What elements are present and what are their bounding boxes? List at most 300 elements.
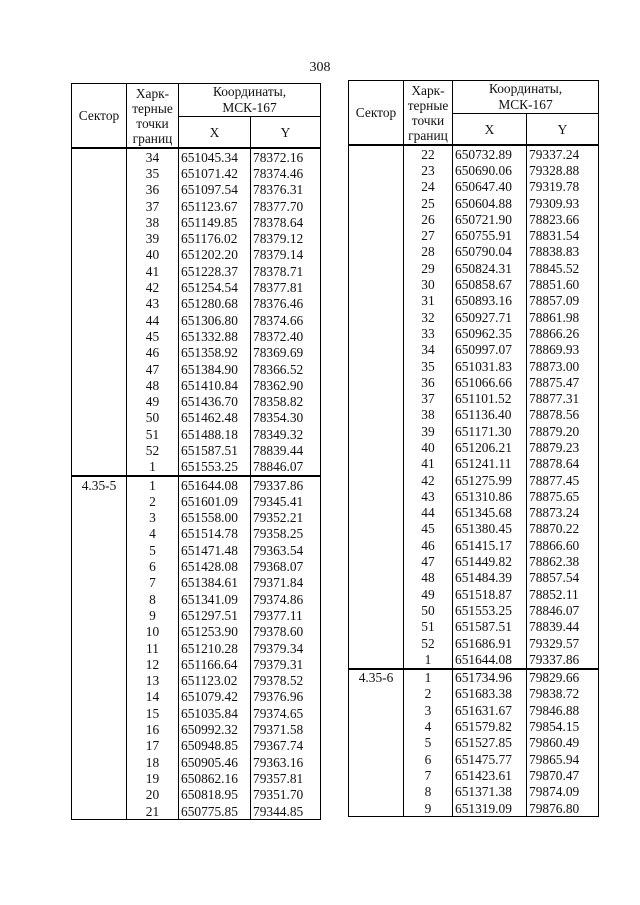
sector-cell	[72, 361, 127, 377]
table-row	[349, 669, 599, 686]
header-points-line4: границ	[132, 130, 173, 146]
point-number-cell: 34	[404, 342, 453, 358]
y-coordinate-cell: 79838.72	[527, 686, 599, 702]
x-coordinate-cell: 650647.40	[453, 179, 527, 195]
sector-cell	[72, 510, 127, 526]
point-number-cell: 19	[127, 770, 179, 786]
sector-cell	[72, 640, 127, 656]
point-number-cell: 17	[127, 738, 179, 754]
point-number-cell: 14	[127, 689, 179, 705]
table-row	[72, 459, 321, 476]
x-coordinate-cell: 651587.51	[453, 619, 527, 635]
table-row	[72, 526, 321, 542]
point-number-cell: 48	[404, 570, 453, 586]
x-coordinate-cell: 651644.08	[453, 651, 527, 668]
y-coordinate-cell: 79344.85	[251, 803, 321, 820]
x-coordinate-cell: 650721.90	[453, 211, 527, 227]
x-coordinate-cell: 651275.99	[453, 472, 527, 488]
sector-cell	[349, 407, 404, 423]
table-row	[349, 784, 599, 800]
y-coordinate-cell: 78845.52	[527, 260, 599, 276]
point-number-cell: 24	[404, 179, 453, 195]
header-sector: Сектор	[72, 84, 127, 149]
table-row	[72, 787, 321, 803]
x-coordinate-cell: 651601.09	[179, 493, 251, 509]
y-coordinate-cell: 79358.25	[251, 526, 321, 542]
point-number-cell: 30	[404, 276, 453, 292]
x-coordinate-cell: 650927.71	[453, 309, 527, 325]
sector-cell	[72, 377, 127, 393]
sector-cell	[349, 570, 404, 586]
y-coordinate-cell: 79874.09	[527, 784, 599, 800]
point-number-cell: 36	[127, 182, 179, 198]
x-coordinate-cell: 651254.54	[179, 279, 251, 295]
table-row	[72, 558, 321, 574]
x-coordinate-cell: 651484.39	[453, 570, 527, 586]
table-row	[349, 472, 599, 488]
table-row	[72, 624, 321, 640]
sector-cell	[349, 635, 404, 651]
x-coordinate-cell: 651644.08	[179, 476, 251, 493]
x-coordinate-cell: 651210.28	[179, 640, 251, 656]
header-x: X	[179, 117, 251, 149]
x-coordinate-cell: 651514.78	[179, 526, 251, 542]
table-row	[349, 407, 599, 423]
x-coordinate-cell: 650893.16	[453, 293, 527, 309]
table-row	[72, 214, 321, 230]
table-row	[349, 211, 599, 227]
sector-cell	[72, 624, 127, 640]
table-row	[349, 456, 599, 472]
sector-cell	[349, 211, 404, 227]
table-row	[72, 426, 321, 442]
sector-cell	[349, 735, 404, 751]
table-row	[72, 493, 321, 509]
table-row	[72, 263, 321, 279]
x-coordinate-cell: 651228.37	[179, 263, 251, 279]
point-number-cell: 49	[404, 586, 453, 602]
table-row	[349, 521, 599, 537]
table-row	[349, 651, 599, 668]
table-row	[72, 165, 321, 181]
sector-cell	[72, 410, 127, 426]
point-number-cell: 51	[127, 426, 179, 442]
sector-cell	[72, 754, 127, 770]
y-coordinate-cell: 78372.16	[251, 148, 321, 165]
table-row	[72, 640, 321, 656]
point-number-cell: 28	[404, 244, 453, 260]
y-coordinate-cell: 78878.64	[527, 456, 599, 472]
table-row	[72, 312, 321, 328]
sector-cell	[72, 656, 127, 672]
point-number-cell: 35	[127, 165, 179, 181]
y-coordinate-cell: 79378.52	[251, 673, 321, 689]
x-coordinate-cell: 651071.42	[179, 165, 251, 181]
point-number-cell: 35	[404, 358, 453, 374]
table-row	[349, 309, 599, 325]
point-number-cell: 23	[404, 162, 453, 178]
y-coordinate-cell: 78369.69	[251, 345, 321, 361]
table-row	[349, 553, 599, 569]
x-coordinate-cell: 651319.09	[453, 800, 527, 817]
y-coordinate-cell: 78377.70	[251, 198, 321, 214]
table-row	[349, 195, 599, 211]
table-row	[349, 390, 599, 406]
y-coordinate-cell: 78869.93	[527, 342, 599, 358]
page-number: 308	[309, 60, 331, 75]
point-number-cell: 47	[404, 553, 453, 569]
y-coordinate-cell: 79363.54	[251, 542, 321, 558]
point-number-cell: 9	[404, 800, 453, 817]
sector-cell	[349, 195, 404, 211]
header-boundary-points	[127, 84, 179, 149]
x-coordinate-cell: 651631.67	[453, 702, 527, 718]
point-number-cell: 27	[404, 227, 453, 243]
point-number-cell: 50	[127, 410, 179, 426]
x-coordinate-cell: 651462.48	[179, 410, 251, 426]
y-coordinate-cell: 78857.54	[527, 570, 599, 586]
table-row	[349, 586, 599, 602]
header-points-line2: терные	[407, 97, 449, 113]
sector-cell	[72, 165, 127, 181]
table-row	[349, 686, 599, 702]
point-number-cell: 6	[404, 751, 453, 767]
sector-cell	[72, 230, 127, 246]
header-y: Y	[251, 117, 321, 149]
point-number-cell: 39	[127, 230, 179, 246]
x-coordinate-cell: 651553.25	[453, 602, 527, 618]
x-coordinate-cell: 650755.91	[453, 227, 527, 243]
table-row	[349, 358, 599, 374]
header-coords-line1: Координаты,	[212, 84, 287, 99]
sector-cell	[72, 442, 127, 458]
x-coordinate-cell: 651097.54	[179, 182, 251, 198]
point-number-cell: 16	[127, 721, 179, 737]
header-coordinates	[179, 84, 321, 117]
sector-cell	[72, 526, 127, 542]
sector-cell	[72, 296, 127, 312]
x-coordinate-cell: 651410.84	[179, 377, 251, 393]
point-number-cell: 6	[127, 558, 179, 574]
table-row	[72, 393, 321, 409]
sector-cell	[349, 784, 404, 800]
sector-cell	[72, 721, 127, 737]
table-row	[72, 738, 321, 754]
x-coordinate-cell: 651123.02	[179, 673, 251, 689]
y-coordinate-cell: 79337.24	[527, 145, 599, 162]
point-number-cell: 26	[404, 211, 453, 227]
table-row	[349, 718, 599, 734]
table-row	[349, 145, 599, 162]
point-number-cell: 7	[127, 575, 179, 591]
point-number-cell: 8	[127, 591, 179, 607]
sector-cell	[349, 521, 404, 537]
table-row	[349, 735, 599, 751]
sector-cell	[72, 345, 127, 361]
sector-cell	[349, 537, 404, 553]
point-number-cell: 21	[127, 803, 179, 820]
y-coordinate-cell: 79328.88	[527, 162, 599, 178]
sector-cell	[349, 162, 404, 178]
x-coordinate-cell: 651306.80	[179, 312, 251, 328]
sector-cell: 4.35-6	[349, 669, 404, 686]
table-row	[349, 342, 599, 358]
point-number-cell: 37	[404, 390, 453, 406]
x-coordinate-cell: 651045.34	[179, 148, 251, 165]
x-coordinate-cell: 651171.30	[453, 423, 527, 439]
point-number-cell: 41	[404, 456, 453, 472]
table-row	[72, 673, 321, 689]
y-coordinate-cell: 78851.60	[527, 276, 599, 292]
point-number-cell: 29	[404, 260, 453, 276]
x-coordinate-cell: 650997.07	[453, 342, 527, 358]
sector-cell: 4.35-5	[72, 476, 127, 493]
point-number-cell: 1	[127, 459, 179, 476]
x-coordinate-cell: 651380.45	[453, 521, 527, 537]
point-number-cell: 1	[404, 669, 453, 686]
x-coordinate-cell: 650790.04	[453, 244, 527, 260]
x-coordinate-cell: 651206.21	[453, 439, 527, 455]
header-points-line1: Харк-	[135, 85, 170, 101]
y-coordinate-cell: 79337.86	[527, 651, 599, 668]
sector-cell	[349, 293, 404, 309]
x-coordinate-cell: 650858.67	[453, 276, 527, 292]
x-coordinate-cell: 651488.18	[179, 426, 251, 442]
sector-cell	[72, 787, 127, 803]
sector-cell	[349, 260, 404, 276]
y-coordinate-cell: 78379.12	[251, 230, 321, 246]
x-coordinate-cell: 651371.38	[453, 784, 527, 800]
y-coordinate-cell: 78349.32	[251, 426, 321, 442]
point-number-cell: 18	[127, 754, 179, 770]
y-coordinate-cell: 79377.11	[251, 607, 321, 623]
table-row	[72, 296, 321, 312]
x-coordinate-cell: 651384.61	[179, 575, 251, 591]
point-number-cell: 4	[127, 526, 179, 542]
y-coordinate-cell: 78379.14	[251, 247, 321, 263]
sector-cell	[349, 702, 404, 718]
table-row	[72, 510, 321, 526]
x-coordinate-cell: 651683.38	[453, 686, 527, 702]
point-number-cell: 12	[127, 656, 179, 672]
sector-cell	[349, 244, 404, 260]
point-number-cell: 5	[127, 542, 179, 558]
x-coordinate-cell: 651123.67	[179, 198, 251, 214]
y-coordinate-cell: 79870.47	[527, 767, 599, 783]
table-row	[349, 293, 599, 309]
header-coords-line2: МСК-167	[498, 97, 553, 112]
x-coordinate-cell: 650824.31	[453, 260, 527, 276]
y-coordinate-cell: 78366.52	[251, 361, 321, 377]
x-coordinate-cell: 651423.61	[453, 767, 527, 783]
table-row	[349, 325, 599, 341]
sector-cell	[349, 751, 404, 767]
header-sector: Сектор	[349, 81, 404, 146]
sector-cell	[72, 263, 127, 279]
header-x: X	[453, 114, 527, 146]
table-row	[72, 689, 321, 705]
sector-cell	[72, 770, 127, 786]
table-body-left	[72, 148, 321, 820]
table-row	[72, 575, 321, 591]
sector-cell	[349, 145, 404, 162]
x-coordinate-cell: 651471.48	[179, 542, 251, 558]
x-coordinate-cell: 651066.66	[453, 374, 527, 390]
table-row	[72, 182, 321, 198]
x-coordinate-cell: 651345.68	[453, 505, 527, 521]
table-row	[72, 198, 321, 214]
table-row	[349, 162, 599, 178]
header-y: Y	[527, 114, 599, 146]
sector-cell	[349, 800, 404, 817]
y-coordinate-cell: 78378.71	[251, 263, 321, 279]
y-coordinate-cell: 78878.56	[527, 407, 599, 423]
table-row	[349, 619, 599, 635]
y-coordinate-cell: 78862.38	[527, 553, 599, 569]
point-number-cell: 44	[404, 505, 453, 521]
x-coordinate-cell: 651101.52	[453, 390, 527, 406]
y-coordinate-cell: 78376.31	[251, 182, 321, 198]
y-coordinate-cell: 78354.30	[251, 410, 321, 426]
y-coordinate-cell: 79357.81	[251, 770, 321, 786]
sector-cell	[349, 553, 404, 569]
table-row	[349, 537, 599, 553]
y-coordinate-cell: 78362.90	[251, 377, 321, 393]
y-coordinate-cell: 78831.54	[527, 227, 599, 243]
sector-cell	[72, 493, 127, 509]
y-coordinate-cell: 78877.45	[527, 472, 599, 488]
sector-cell	[349, 227, 404, 243]
y-coordinate-cell: 78875.47	[527, 374, 599, 390]
y-coordinate-cell: 79374.86	[251, 591, 321, 607]
point-number-cell: 22	[404, 145, 453, 162]
y-coordinate-cell: 79374.65	[251, 705, 321, 721]
x-coordinate-cell: 650818.95	[179, 787, 251, 803]
sector-cell	[72, 575, 127, 591]
x-coordinate-cell: 650992.32	[179, 721, 251, 737]
table-row	[72, 770, 321, 786]
x-coordinate-cell: 650962.35	[453, 325, 527, 341]
y-coordinate-cell: 78839.44	[527, 619, 599, 635]
sector-cell	[72, 673, 127, 689]
y-coordinate-cell: 78372.40	[251, 328, 321, 344]
y-coordinate-cell: 79876.80	[527, 800, 599, 817]
header-boundary-points	[404, 81, 453, 146]
x-coordinate-cell: 650604.88	[453, 195, 527, 211]
header-points-line1: Харк-	[411, 82, 445, 98]
table-row	[72, 377, 321, 393]
x-coordinate-cell: 651384.90	[179, 361, 251, 377]
table-header	[349, 81, 599, 146]
sector-cell	[72, 328, 127, 344]
y-coordinate-cell: 78866.60	[527, 537, 599, 553]
x-coordinate-cell: 651415.17	[453, 537, 527, 553]
coordinates-table-left	[71, 83, 321, 820]
header-coords-line1: Координаты,	[488, 81, 563, 96]
y-coordinate-cell: 78376.46	[251, 296, 321, 312]
sector-cell	[72, 689, 127, 705]
point-number-cell: 13	[127, 673, 179, 689]
point-number-cell: 42	[404, 472, 453, 488]
y-coordinate-cell: 78873.00	[527, 358, 599, 374]
x-coordinate-cell: 650775.85	[179, 803, 251, 820]
y-coordinate-cell: 78839.44	[251, 442, 321, 458]
sector-cell	[349, 309, 404, 325]
y-coordinate-cell: 79854.15	[527, 718, 599, 734]
y-coordinate-cell: 79319.78	[527, 179, 599, 195]
table-row	[72, 542, 321, 558]
sector-cell	[349, 342, 404, 358]
table-row	[349, 767, 599, 783]
point-number-cell: 43	[404, 488, 453, 504]
y-coordinate-cell: 79337.86	[251, 476, 321, 493]
x-coordinate-cell: 651358.92	[179, 345, 251, 361]
sector-cell	[72, 542, 127, 558]
point-number-cell: 45	[127, 328, 179, 344]
sector-cell	[349, 602, 404, 618]
point-number-cell: 50	[404, 602, 453, 618]
y-coordinate-cell: 78374.46	[251, 165, 321, 181]
header-points-line3: точки	[136, 115, 169, 131]
table-row	[72, 328, 321, 344]
point-number-cell: 2	[404, 686, 453, 702]
x-coordinate-cell: 651035.84	[179, 705, 251, 721]
point-number-cell: 15	[127, 705, 179, 721]
point-number-cell: 1	[127, 476, 179, 493]
table-body-right	[349, 145, 599, 817]
point-number-cell: 31	[404, 293, 453, 309]
x-coordinate-cell: 651149.85	[179, 214, 251, 230]
point-number-cell: 1	[404, 651, 453, 668]
sector-cell	[349, 179, 404, 195]
y-coordinate-cell: 79376.96	[251, 689, 321, 705]
sector-cell	[349, 358, 404, 374]
sector-cell	[349, 390, 404, 406]
table-row	[349, 602, 599, 618]
sector-cell	[349, 439, 404, 455]
y-coordinate-cell: 79371.84	[251, 575, 321, 591]
y-coordinate-cell: 79371.58	[251, 721, 321, 737]
point-number-cell: 43	[127, 296, 179, 312]
table-row	[72, 476, 321, 493]
x-coordinate-cell: 651558.00	[179, 510, 251, 526]
sector-cell	[72, 312, 127, 328]
y-coordinate-cell: 79379.31	[251, 656, 321, 672]
x-coordinate-cell: 651176.02	[179, 230, 251, 246]
sector-cell	[349, 619, 404, 635]
point-number-cell: 3	[404, 702, 453, 718]
table-row	[349, 374, 599, 390]
table-row	[349, 423, 599, 439]
x-coordinate-cell: 651280.68	[179, 296, 251, 312]
x-coordinate-cell: 651079.42	[179, 689, 251, 705]
sector-cell	[349, 472, 404, 488]
y-coordinate-cell: 79829.66	[527, 669, 599, 686]
table-row	[72, 803, 321, 820]
sector-cell	[72, 426, 127, 442]
table-row	[349, 570, 599, 586]
y-coordinate-cell: 78852.11	[527, 586, 599, 602]
point-number-cell: 40	[404, 439, 453, 455]
x-coordinate-cell: 651031.83	[453, 358, 527, 374]
table-row	[72, 148, 321, 165]
point-number-cell: 25	[404, 195, 453, 211]
x-coordinate-cell: 651241.11	[453, 456, 527, 472]
y-coordinate-cell: 78823.66	[527, 211, 599, 227]
x-coordinate-cell: 651332.88	[179, 328, 251, 344]
point-number-cell: 38	[127, 214, 179, 230]
table-row	[72, 247, 321, 263]
